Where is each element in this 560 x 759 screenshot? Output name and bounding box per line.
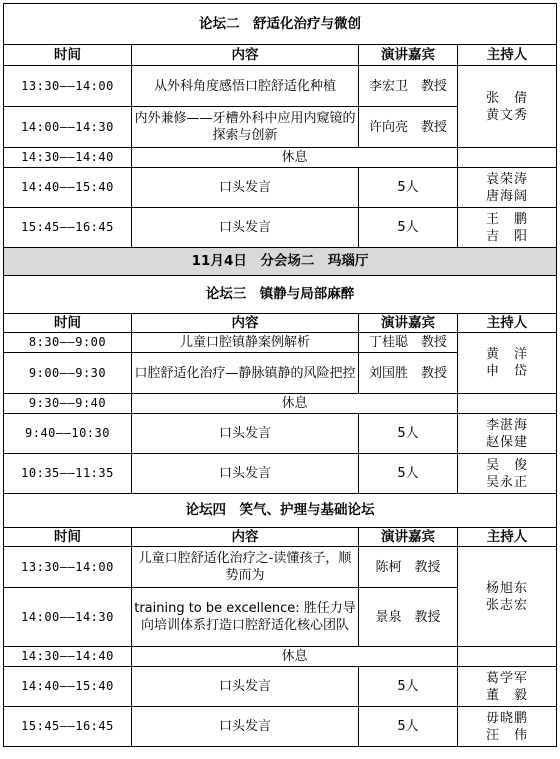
host-name: 赵保建 — [485, 434, 528, 450]
host-name: 葛学军 — [485, 670, 528, 686]
session-topic: 儿童口腔舒适化治疗之-读懂孩子，顺势而为 — [132, 547, 359, 588]
session-time: 14:00——14:30 — [4, 107, 132, 148]
session-host — [458, 66, 557, 148]
session-speaker: 陈柯 教授 — [359, 547, 458, 588]
session-topic: 口头发言 — [132, 667, 359, 707]
venue-banner: 11月4日 分会场二 玛瑙厅 — [4, 248, 557, 276]
break-time: 14:30——14:40 — [4, 647, 132, 667]
session-time: 10:35——11:35 — [4, 454, 132, 494]
session-time: 9:00——9:30 — [4, 353, 132, 394]
session-topic: 内外兼修——牙槽外科中应用内窥镜的探索与创新 — [132, 107, 359, 148]
session-time: 15:45——16:45 — [4, 208, 132, 248]
session-speaker: 李宏卫 教授 — [359, 66, 458, 107]
col-header-time: 时间 — [4, 528, 132, 547]
session-time: 15:45——16:45 — [4, 707, 132, 747]
host-name: 毋晓鹏 — [485, 710, 528, 726]
session-speaker: 丁桂聪 教授 — [359, 333, 458, 353]
host-name: 吉 阳 — [485, 228, 528, 244]
col-header-speaker: 演讲嘉宾 — [359, 314, 458, 333]
host-name: 袁荣涛 — [485, 171, 528, 187]
session-topic: 口头发言 — [132, 707, 359, 747]
col-header-host: 主持人 — [458, 528, 557, 547]
forum2-title: 论坛二 舒适化治疗与微创 — [4, 4, 557, 45]
host-name: 董 毅 — [485, 687, 528, 703]
empty-cell — [458, 394, 557, 414]
session-speaker: 刘国胜 教授 — [359, 353, 458, 394]
session-topic: 口腔舒适化治疗—静脉镇静的风险把控 — [132, 353, 359, 394]
session-topic: 儿童口腔镇静案例解析 — [132, 333, 359, 353]
col-header-time: 时间 — [4, 314, 132, 333]
host-name: 吴 俊 — [485, 457, 528, 473]
session-host — [458, 414, 557, 454]
col-header-content: 内容 — [132, 528, 359, 547]
empty-cell — [458, 148, 557, 168]
col-header-host: 主持人 — [458, 314, 557, 333]
break-time: 14:30——14:40 — [4, 148, 132, 168]
session-host — [458, 667, 557, 707]
session-host — [458, 707, 557, 747]
host-name: 黄文秀 — [485, 107, 528, 123]
session-speaker: 5人 — [359, 168, 458, 208]
session-topic: 口头发言 — [132, 208, 359, 248]
host-name: 吴永正 — [485, 474, 528, 490]
col-header-content: 内容 — [132, 45, 359, 66]
session-time: 9:40——10:30 — [4, 414, 132, 454]
col-header-time: 时间 — [4, 45, 132, 66]
empty-cell — [458, 647, 557, 667]
session-host — [458, 547, 557, 647]
host-name: 唐海阔 — [485, 188, 528, 204]
session-time: 13:30——14:00 — [4, 547, 132, 588]
session-speaker: 景泉 教授 — [359, 588, 458, 647]
session-speaker: 5人 — [359, 454, 458, 494]
session-topic: 从外科角度感悟口腔舒适化种植 — [132, 66, 359, 107]
session-speaker: 5人 — [359, 667, 458, 707]
break-time: 9:30——9:40 — [4, 394, 132, 414]
col-header-host: 主持人 — [458, 45, 557, 66]
host-name: 黄 洋 — [485, 347, 528, 362]
session-time: 13:30——14:00 — [4, 66, 132, 107]
session-host — [458, 208, 557, 248]
session-speaker: 许向亮 教授 — [359, 107, 458, 148]
break-label: 休息 — [132, 148, 458, 168]
col-header-speaker: 演讲嘉宾 — [359, 528, 458, 547]
session-speaker: 5人 — [359, 414, 458, 454]
session-topic: 口头发言 — [132, 414, 359, 454]
host-name: 汪 伟 — [485, 727, 528, 743]
host-name: 申 岱 — [485, 364, 528, 379]
session-time: 14:00——14:30 — [4, 588, 132, 647]
session-speaker: 5人 — [359, 208, 458, 248]
host-name: 杨旭东 — [485, 580, 528, 596]
session-topic: 口头发言 — [132, 454, 359, 494]
session-host — [458, 168, 557, 208]
forum4-title: 论坛四 笑气、护理与基础论坛 — [4, 494, 557, 528]
host-name: 王 鹏 — [485, 211, 528, 227]
forum3-title: 论坛三 镇静与局部麻醉 — [4, 276, 557, 314]
break-label: 休息 — [132, 394, 458, 414]
agenda-table — [3, 3, 557, 747]
session-host — [458, 454, 557, 494]
session-time: 14:40——15:40 — [4, 667, 132, 707]
host-name: 张志宏 — [485, 597, 528, 613]
session-topic: 口头发言 — [132, 168, 359, 208]
session-topic: training to be excellence: 胜任力导向培训体系打造口腔舒适化核心团队 — [132, 588, 359, 647]
col-header-content: 内容 — [132, 314, 359, 333]
session-speaker: 5人 — [359, 707, 458, 747]
break-label: 休息 — [132, 647, 458, 667]
col-header-speaker: 演讲嘉宾 — [359, 45, 458, 66]
host-name: 张 倩 — [485, 90, 528, 106]
session-host — [458, 333, 557, 394]
session-time: 8:30——9:00 — [4, 333, 132, 353]
session-time: 14:40——15:40 — [4, 168, 132, 208]
host-name: 李湛海 — [485, 417, 528, 433]
